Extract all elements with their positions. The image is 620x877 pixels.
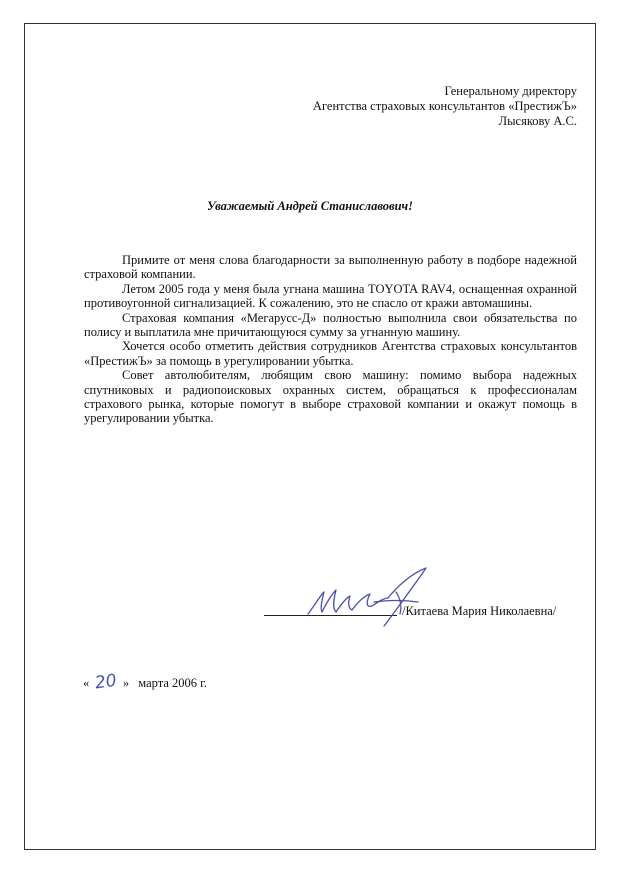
date-close-quote: » bbox=[122, 676, 130, 690]
letter-body bbox=[84, 253, 577, 426]
body-paragraph: Страховая компания «Мегарусс-Д» полностью выполнила свои обязательства по полису и выплатила мне причитающуюся сумму за угнанную машину. bbox=[84, 310, 577, 340]
addressee-line-2: Агентства страховых консультантов «ПрестижЪ» bbox=[312, 99, 577, 113]
letter-date bbox=[83, 672, 207, 692]
date-month-year: марта 2006 г. bbox=[138, 676, 207, 690]
body-paragraph: Примите от меня слова благодарности за выполненную работу в подборе надежной страховой компании. bbox=[84, 253, 577, 282]
signer-name: /Китаева Мария Николаевна/ bbox=[402, 604, 557, 618]
page-border bbox=[24, 23, 596, 850]
date-day-handwritten: 20 bbox=[93, 670, 119, 694]
body-paragraph: Совет автолюбителям, любящим свою машину: помимо выбора надежных спутниковых и радиопоисковых охранных систем, обращаться к профессионалам страхового рынка, которые помогут в выборе страховой компании и окажут помощь в урегулировании убытка. bbox=[84, 368, 577, 426]
addressee-line-1: Генеральному директору bbox=[444, 84, 577, 98]
body-paragraph: Хочется особо отметить действия сотрудников Агентства страховых консультантов «ПрестижЪ» за помощь в урегулировании убытка. bbox=[84, 339, 577, 368]
salutation: Уважаемый Андрей Станиславович! bbox=[207, 199, 413, 213]
date-open-quote: « bbox=[83, 676, 90, 690]
handwritten-signature bbox=[300, 562, 440, 632]
addressee-line-3: Лысякову А.С. bbox=[498, 114, 577, 128]
body-paragraph: Летом 2005 года у меня была угнана машина TOYOTA RAV4, оснащенная охранной противоугонной сигнализацией. К сожалению, это не спасло от кражи автомашины. bbox=[84, 281, 577, 311]
